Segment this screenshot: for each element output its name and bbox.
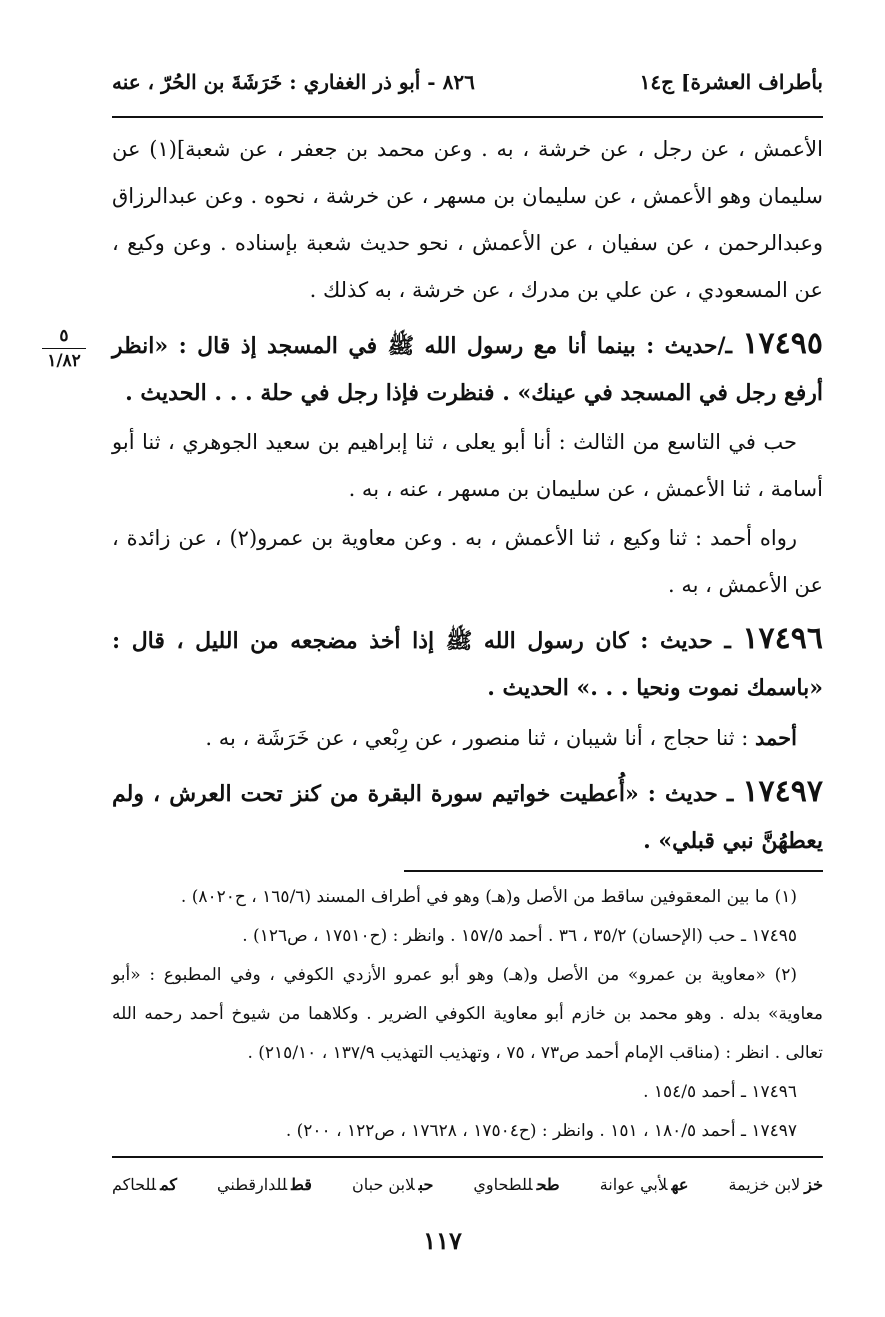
narrator-name: أحمد	[755, 725, 797, 750]
hadith-17495	[112, 320, 823, 417]
footnote-divider	[404, 870, 823, 872]
page-number: ١١٧	[423, 1226, 462, 1255]
hadith-text: ـ حديث : «أُعطيت خواتيم سورة البقرة من كنز تحت العرش ، ولم يعطهُنَّ نبي قبلي» .	[112, 781, 823, 854]
hadith-number: ١٧٤٩٧	[742, 774, 823, 809]
running-header	[112, 62, 823, 102]
continuation-paragraph: الأعمش ، عن رجل ، عن خرشة ، به . وعن محمد بن جعفر ، عن شعبة](١) عن سليمان وهو الأعمش ، عن سليمان بن مسهر ، عن خرشة ، نحوه . وعن عبدالرزاق وعبدالرحمن ، عن سفيان ، عن الأعمش ، نحو حديث شعبة بإسناده . وعن وكيع ، عن المسعودي ، عن علي بن مدرك ، عن خرشة ، به كذلك .	[112, 137, 823, 302]
abbreviation-item: طحللطحاوي	[473, 1174, 560, 1194]
chain-text: : ثنا حجاج ، أنا شيبان ، ثنا منصور ، عن رِبْعي ، عن خَرَشَة ، به .	[205, 726, 756, 750]
hadith-17495-chain-2: رواه أحمد : ثنا وكيع ، ثنا الأعمش ، به . وعن معاوية بن عمرو(٢) ، عن زائدة ، عن الأعمش ، به .	[112, 526, 823, 597]
header-divider	[112, 116, 823, 118]
margin-reference-top: ٥	[59, 326, 69, 346]
abbreviation-item: كمللحاكم	[112, 1174, 177, 1194]
footnote-2: (٢) «معاوية بن عمرو» من الأصل و(هـ) وهو أبو عمرو الأزدي الكوفي ، وفي المطبوع : «أبو معاوية» بدله . وهو محمد بن خازم أبو معاوية الكوفي الضرير . وكلاهما من شيوخ أحمد رحمه الله تعالى . انظر : (مناقب الإمام أحمد ص٧٣ ، ٧٥ ، وتهذيب التهذيب ١٣٧/٩ ، ٢١٥/١٠) .	[112, 965, 823, 1063]
hadith-17497	[112, 768, 823, 865]
hadith-17495-chain-1: حب في التاسع من الثالث : أنا أبو يعلى ، ثنا إبراهيم بن سعيد الجوهري ، ثنا أبو أسامة ، ثنا الأعمش ، عن سليمان بن مسهر ، عنه ، به .	[112, 430, 823, 501]
abbreviation-item: خزلابن خزيمة	[728, 1174, 823, 1194]
abbreviation-item: عهلأبي عوانة	[599, 1174, 689, 1194]
margin-reference-bottom: ١/٨٢	[47, 351, 81, 371]
hadith-number: ١٧٤٩٦	[742, 621, 823, 656]
margin-reference	[34, 326, 94, 371]
footnote-17497: ١٧٤٩٧ ـ أحمد ١٨٠/٥ ، ١٥١ . وانظر : (ح١٧٥٠٤ ، ١٧٦٢٨ ، ص١٢٢ ، ٢٠٠) .	[285, 1121, 797, 1141]
abbreviations-divider	[112, 1156, 823, 1158]
hadith-17496	[112, 615, 823, 712]
margin-reference-rule	[42, 348, 86, 349]
hadith-text: ـ/حديث : بينما أنا مع رسول الله ﷺ في المسجد إذ قال : «انظر أرفع رجل في المسجد في عينك» . فنظرت فإذا رجل في حلة . . . الحديث .	[112, 333, 823, 406]
footnote-1: (١) ما بين المعقوفين ساقط من الأصل و(هـ) وهو في أطراف المسند (١٦٥/٦ ، ح٨٠٢٠) .	[180, 887, 797, 907]
hadith-17496-chain	[112, 714, 823, 762]
hadith-number: ١٧٤٩٥	[742, 326, 823, 361]
footnote-17495: ١٧٤٩٥ ـ حب (الإحسان) ٣٥/٢ ، ٣٦ . أحمد ١٥٧/٥ . وانظر : (ح١٧٥١٠ ، ص١٢٦) .	[242, 926, 797, 946]
footnote-17496: ١٧٤٩٦ ـ أحمد ١٥٤/٥ .	[643, 1082, 797, 1102]
footnotes	[112, 878, 823, 1151]
header-chapter-title: ٨٢٦ - أبو ذر الغفاري : خَرَشَةَ بن الحُرّ ، عنه	[112, 70, 475, 94]
abbreviation-item: قطللدارقطني	[217, 1174, 312, 1194]
hadith-text: ـ حديث : كان رسول الله ﷺ إذا أخذ مضجعه من الليل ، قال : «باسمك نموت ونحيا . . .» الحديث .	[112, 628, 823, 701]
abbreviations-key	[112, 1166, 823, 1202]
main-text	[112, 126, 823, 865]
header-volume: بأطراف العشرة] ج١٤	[639, 70, 823, 94]
abbreviation-item: حبلابن حبان	[352, 1174, 434, 1194]
